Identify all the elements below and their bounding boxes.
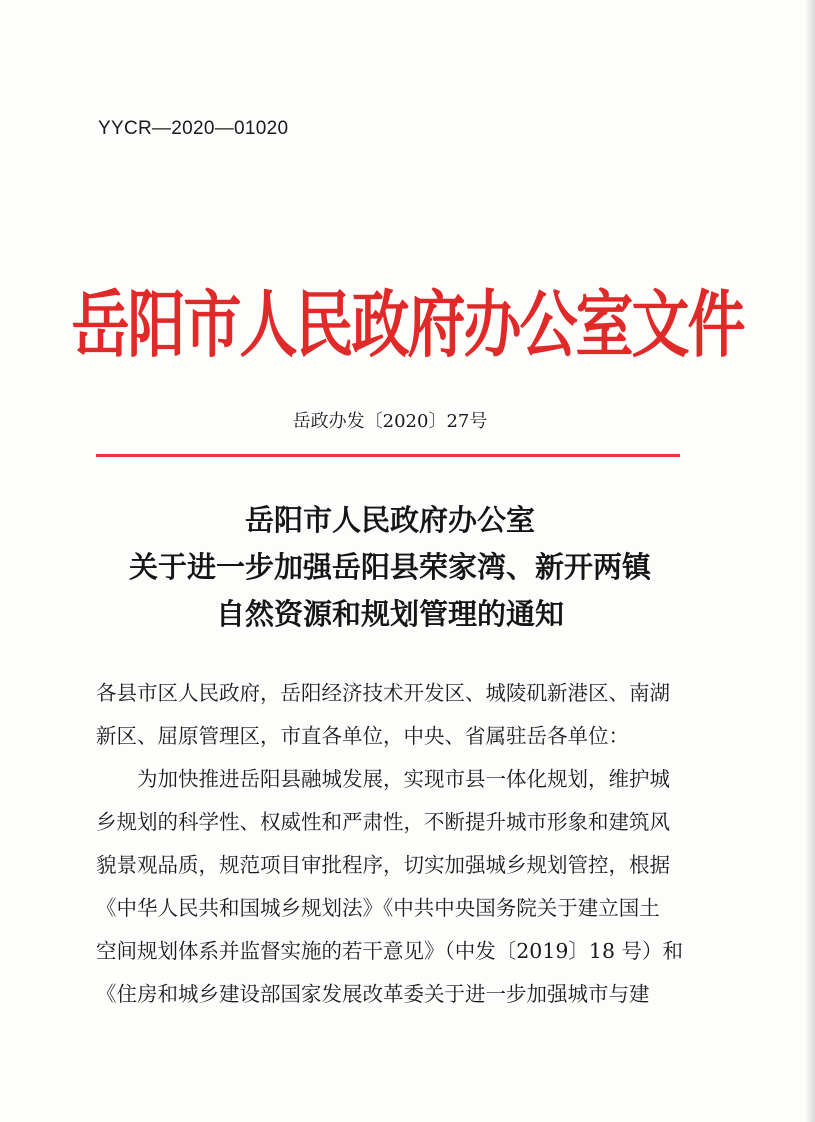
notice-title-line-2: 关于进一步加强岳阳县荣家湾、新开两镇 (128, 550, 651, 584)
notice-title-line-3: 自然资源和规划管理的通知 (215, 597, 564, 631)
body-line: 空间规划体系并监督实施的若干意见》（中发〔2019〕18 号）和 (96, 939, 684, 963)
body-line: 为加快推进岳阳县融城发展，实现市县一体化规划，维护城 (96, 767, 670, 791)
document-number: 岳政办发〔2020〕27号 (292, 411, 488, 432)
page-edge-shadow (805, 0, 815, 1122)
body-line: 各县市区人民政府，岳阳经济技术开发区、城陵矶新港区、南湖 (96, 681, 670, 705)
masthead-title: 岳阳市人民政府办公室文件 (71, 282, 744, 368)
notice-title-line-1: 岳阳市人民政府办公室 (244, 503, 535, 537)
red-separator-line (96, 454, 680, 457)
body-line: 乡规划的科学性、权威性和严肃性，不断提升城市形象和建筑风 (96, 810, 670, 834)
body-line: 《中华人民共和国城乡规划法》《中共中央国务院关于建立国土 (96, 896, 660, 920)
document-code: YYCR—2020—01020 (98, 118, 289, 139)
body-line: 《住房和城乡建设部国家发展改革委关于进一步加强城市与建 (96, 982, 650, 1006)
body-line: 新区、屈原管理区，市直各单位，中央、省属驻岳各单位： (96, 724, 629, 748)
body-line: 貌景观品质，规范项目审批程序，切实加强城乡规划管控，根据 (96, 853, 670, 877)
